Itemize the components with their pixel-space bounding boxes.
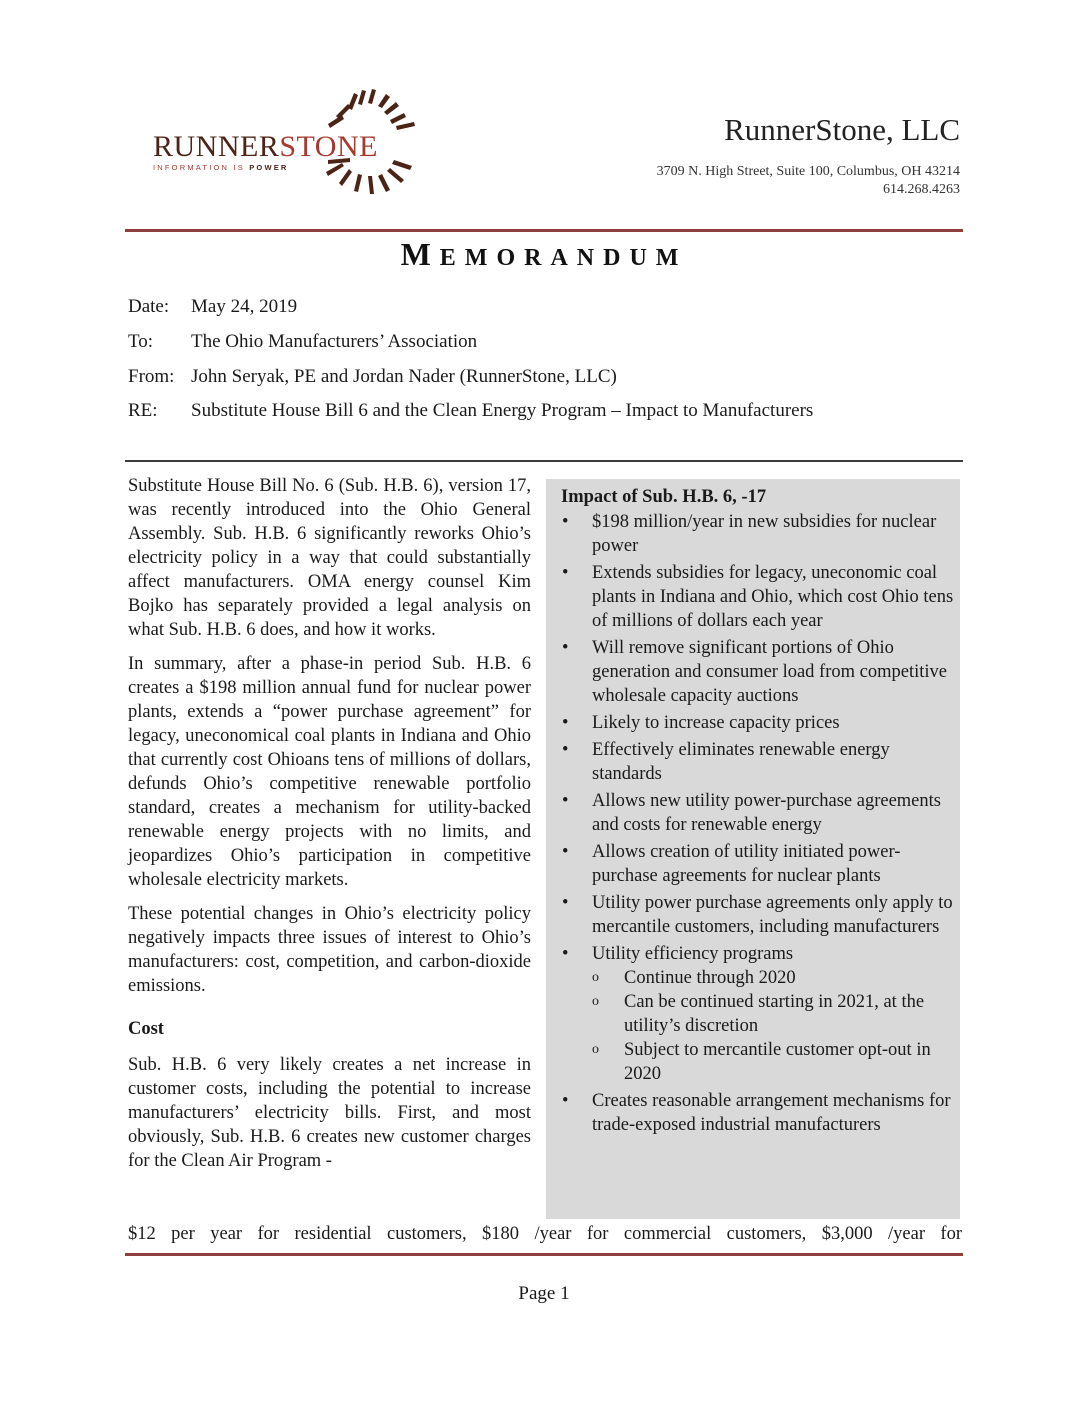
list-item-text: Allows new utility power-purchase agreements and costs for renewable energy xyxy=(592,791,941,835)
footer-divider xyxy=(125,1253,963,1256)
list-item-text: Utility power purchase agreements only apply to mercantile customers, including manufacturers xyxy=(592,893,953,937)
list-item xyxy=(546,738,960,786)
field-value: Substitute House Bill 6 and the Clean Energy Program – Impact to Manufacturers xyxy=(191,400,814,421)
field-label: RE: xyxy=(128,400,158,421)
field-value: John Seryak, PE and Jordan Nader (RunnerStone, LLC) xyxy=(191,366,617,387)
body-paragraph: These potential changes in Ohio’s electricity policy negatively impacts three issues of interest to Ohio’s manufacturers: cost, competition, and carbon-dioxide emissions. xyxy=(128,904,531,996)
field-label: Date: xyxy=(128,296,170,317)
list-item xyxy=(546,711,960,735)
bullet-icon: • xyxy=(562,791,569,811)
body-paragraph: Sub. H.B. 6 very likely creates a net increase in customer costs, including the potential to increase manufacturers’ electricity bills. First, and most obviously, Sub. H.B. 6 creates new customer charges for the Clean Air Program - xyxy=(128,1055,531,1171)
circle-bullet-icon: o xyxy=(592,970,599,985)
section-heading-cost: Cost xyxy=(128,1019,164,1039)
circle-bullet-icon: o xyxy=(592,1042,599,1057)
body-paragraph: In summary, after a phase-in period Sub. H.B. 6 creates a $198 million annual fund for nuclear power plants, extends a “power purchase agreement” for legacy, uneconomical coal plants in Indiana and Ohio that currently cost Ohioans tens of millions of dollars, defunds Ohio’s competitive renewable portfolio standard, creates a mechanism for utility-backed renewable energy projects with no limits, and jeopardizes Ohio’s participation in competitive wholesale electricity markets. xyxy=(128,654,531,890)
sub-list-item xyxy=(546,1038,960,1086)
sub-list-item xyxy=(546,966,960,990)
field-label: To: xyxy=(128,331,154,352)
memo-title-initial: M xyxy=(400,236,440,272)
page-number: Page 1 xyxy=(518,1283,570,1304)
phone-number: 614.268.4263 xyxy=(883,182,960,197)
logo-word-runner: RUNNER xyxy=(153,130,280,163)
memo-title xyxy=(0,236,1088,273)
company-address xyxy=(657,163,960,199)
field-value: May 24, 2019 xyxy=(191,296,298,317)
logo-tagline xyxy=(153,163,289,172)
list-item xyxy=(546,840,960,888)
list-item-text: Will remove significant portions of Ohio generation and consumer load from competitive wholesale capacity auctions xyxy=(592,638,947,706)
list-item-text: Extends subsidies for legacy, uneconomic coal plants in Indiana and Ohio, which cost Ohio tens of millions of dollars each year xyxy=(592,563,954,631)
logo-word-stone: STONE xyxy=(279,130,378,163)
list-item-text: Allows creation of utility initiated power-purchase agreements for nuclear plants xyxy=(592,842,901,886)
list-item xyxy=(546,942,960,966)
bullet-icon: • xyxy=(562,893,569,913)
field-value: The Ohio Manufacturers’ Association xyxy=(191,331,478,352)
address-line: 3709 N. High Street, Suite 100, Columbus, OH 43214 xyxy=(656,164,960,179)
memo-field-re xyxy=(128,400,813,422)
impact-sidebar xyxy=(546,479,960,1219)
logo-tagline-part2: POWER xyxy=(249,163,289,172)
bullet-icon: • xyxy=(562,842,569,862)
bullet-icon: • xyxy=(562,944,569,964)
list-item xyxy=(546,1089,960,1137)
body-left-column xyxy=(128,474,531,1183)
list-item xyxy=(546,891,960,939)
runnerstone-logo xyxy=(150,88,430,203)
memo-field-from xyxy=(128,366,617,388)
memo-field-date xyxy=(128,296,297,318)
sidebar-title: Impact of Sub. H.B. 6, -17 xyxy=(561,487,767,507)
list-item xyxy=(546,561,960,633)
logo-tagline-part1: INFORMATION IS xyxy=(153,163,245,172)
sub-list-item-text: Continue through 2020 xyxy=(624,968,796,988)
bullet-icon: • xyxy=(562,1091,569,1111)
bullet-icon: • xyxy=(562,740,569,760)
circle-bullet-icon: o xyxy=(592,994,599,1009)
company-name: RunnerStone, LLC xyxy=(724,112,960,147)
body-full-width-line: $12 per year for residential customers, $180 /year for commercial customers, $3,000 /year for xyxy=(128,1224,962,1244)
sub-list-item-text: Subject to mercantile customer opt-out in 2020 xyxy=(624,1040,931,1084)
list-item-text: Creates reasonable arrangement mechanisms for trade-exposed industrial manufacturers xyxy=(592,1091,951,1135)
list-item xyxy=(546,636,960,708)
bullet-icon: • xyxy=(562,512,569,532)
bullet-icon: • xyxy=(562,563,569,583)
field-label: From: xyxy=(128,366,175,387)
bullet-icon: • xyxy=(562,638,569,658)
sub-list-item-text: Can be continued starting in 2021, at the utility’s discretion xyxy=(624,992,925,1036)
memo-field-to xyxy=(128,331,477,353)
sub-list-item xyxy=(546,990,960,1038)
memo-header-divider xyxy=(125,460,963,462)
header-divider xyxy=(125,229,963,232)
list-item-text: Utility efficiency programs xyxy=(592,944,794,964)
list-item-text: Likely to increase capacity prices xyxy=(592,713,840,733)
body-paragraph: Substitute House Bill No. 6 (Sub. H.B. 6), version 17, was recently introduced into the Ohio General Assembly. Sub. H.B. 6 significantly reworks Ohio’s electricity policy in a way that could substantially affect manufacturers. OMA energy counsel Kim Bojko has separately provided a legal analysis on what Sub. H.B. 6 does, and how it works. xyxy=(128,476,531,640)
list-item xyxy=(546,510,960,558)
list-item xyxy=(546,789,960,837)
bullet-icon: • xyxy=(562,713,569,733)
impact-list xyxy=(546,510,960,1137)
logo-wordmark xyxy=(153,130,378,164)
list-item-text: Effectively eliminates renewable energy standards xyxy=(592,740,890,784)
list-item-text: $198 million/year in new subsidies for nuclear power xyxy=(592,512,937,556)
memo-title-rest: EMORANDUM xyxy=(439,245,688,271)
